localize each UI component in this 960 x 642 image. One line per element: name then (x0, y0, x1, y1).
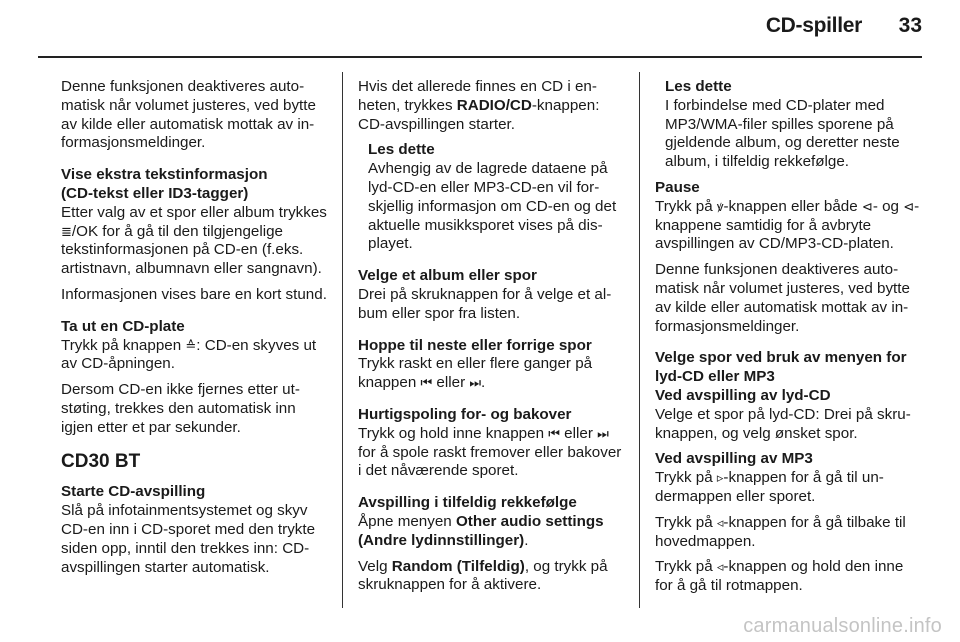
menu-icon: ≣ (61, 223, 72, 239)
paragraph: Åpne menyen Other audio settings (Andre lydinnstillinger). (358, 512, 604, 549)
subheading: Vise ekstra tekstinformasjon (CD-tekst eller ID3-tagger) (61, 166, 268, 202)
paragraph: Dersom CD-en ikke fjernes etter utstøting, trekkes den automatisk inn igjen etter et par sekunder. (61, 381, 300, 436)
column-3 (655, 78, 923, 603)
column-divider (342, 72, 343, 608)
paragraph: Trykk og hold inne knappen ⏮ eller ⏭ for å spole raskt fremover eller bakover i det nåværende sporet. (358, 424, 622, 480)
paragraph: Etter valg av et spor eller album trykkes ≣/OK for å gå til den tilgjengelige tekstinformasjonen på CD-en (f.eks. artistnavn, albumnavn eller sangnavn). (61, 203, 327, 278)
note-title: Les dette (368, 141, 435, 159)
subheading: Velge spor ved bruk av menyen for lyd-CD eller MP3 (655, 349, 907, 386)
right-arrow-icon: ▹ (716, 470, 724, 486)
subheading: Pause (655, 178, 700, 196)
note-box (665, 78, 923, 172)
watermark-footer: carmanualsonline.info (743, 615, 942, 637)
paragraph: Trykk på ꝟ-knappen eller både ⊲- og ⊲-knappene samtidig for å avbryte avspillingen av CD/MP3-CD-platen. (655, 197, 920, 253)
paragraph: Trykk raskt en eller flere ganger på knappen ⏮ eller ⏭. (358, 355, 593, 392)
paragraph: Hvis det allerede finnes en CD i enheten, trykkes RADIO/CD-knappen: CD-avspillingen starter. (358, 78, 600, 133)
paragraph: Drei på skruknappen for å velge et album eller spor fra listen. (358, 285, 612, 322)
paragraph: Denne funksjonen deaktiveres automatisk når volumet justeres, ved bytte av kilde eller automatisk mottak av informasjonsmeldinger. (61, 78, 316, 152)
previous-track-icon: ⏮ (548, 425, 560, 441)
note-box (368, 141, 624, 254)
volume-up-icon: ⊲ (861, 198, 873, 214)
column-2 (358, 78, 624, 602)
page-number: 33 (898, 14, 922, 37)
page-header-title: CD-spiller (765, 14, 862, 37)
paragraph: Trykk på knappen ≙: CD-en skyves ut av CD-åpningen. (61, 336, 317, 373)
section-heading: CD30 BT (61, 450, 141, 472)
note-text: Avhengig av de lagrede dataene på lyd-CD-en eller MP3-CD-en vil forskjellig informasjon om CD-en og det aktuelle musikksporet vises på displayet. (368, 160, 617, 253)
note-title: Les dette (665, 78, 732, 95)
subheading: Ved avspilling av lyd-CD (655, 386, 831, 404)
paragraph: Slå på infotainmentsystemet og skyv CD-en inn i CD-sporet med den trykte siden opp, inntil den trekkes inn: CD-avspillingen starter automatisk. (61, 502, 316, 576)
left-arrow-icon: ◃ (716, 559, 724, 575)
column-1 (61, 78, 327, 584)
paragraph: Velg Random (Tilfeldig), og trykk på skruknappen for å aktivere. (358, 557, 608, 594)
subheading: Ved avspilling av MP3 (655, 450, 813, 468)
column-divider (639, 72, 640, 608)
paragraph: Trykk på ▹-knappen for å gå til undermappen eller sporet. (655, 469, 884, 505)
mute-icon: ꝟ (716, 198, 724, 214)
next-track-icon: ⏭ (597, 425, 609, 441)
note-text: I forbindelse med CD-plater med MP3/WMA-filer spilles sporene på gjeldende album, og deretter neste album, i tilfeldig rekkefølge. (665, 96, 900, 171)
eject-icon: ≙ (185, 337, 197, 353)
volume-down-icon: ⊲ (903, 198, 915, 214)
subheading: Starte CD-avspilling (61, 483, 206, 501)
subheading: Ta ut en CD-plate (61, 317, 185, 335)
previous-track-icon: ⏮ (420, 375, 433, 391)
paragraph: Velge et spor på lyd-CD: Drei på skruknappen, og velg ønsket spor. (655, 405, 911, 442)
subheading: Hoppe til neste eller forrige spor (358, 336, 592, 354)
next-track-icon: ⏭ (469, 375, 482, 391)
paragraph: Denne funksjonen deaktiveres automatisk når volumet justeres, ved bytte av kilde eller automatisk mottak av informasjonsmeldinger. (655, 261, 910, 335)
header-rule (38, 56, 922, 58)
subheading: Hurtigspoling for- og bakover (358, 405, 572, 423)
paragraph: Trykk på ◃-knappen for å gå tilbake til hovedmappen. (655, 513, 906, 550)
subheading: Velge et album eller spor (358, 267, 537, 285)
paragraph: Trykk på ◃-knappen og hold den inne for å gå til rotmappen. (655, 558, 904, 595)
left-arrow-icon: ◃ (716, 514, 724, 530)
paragraph: Informasjonen vises bare en kort stund. (61, 285, 327, 303)
subheading: Avspilling i tilfeldig rekkefølge (358, 494, 577, 512)
